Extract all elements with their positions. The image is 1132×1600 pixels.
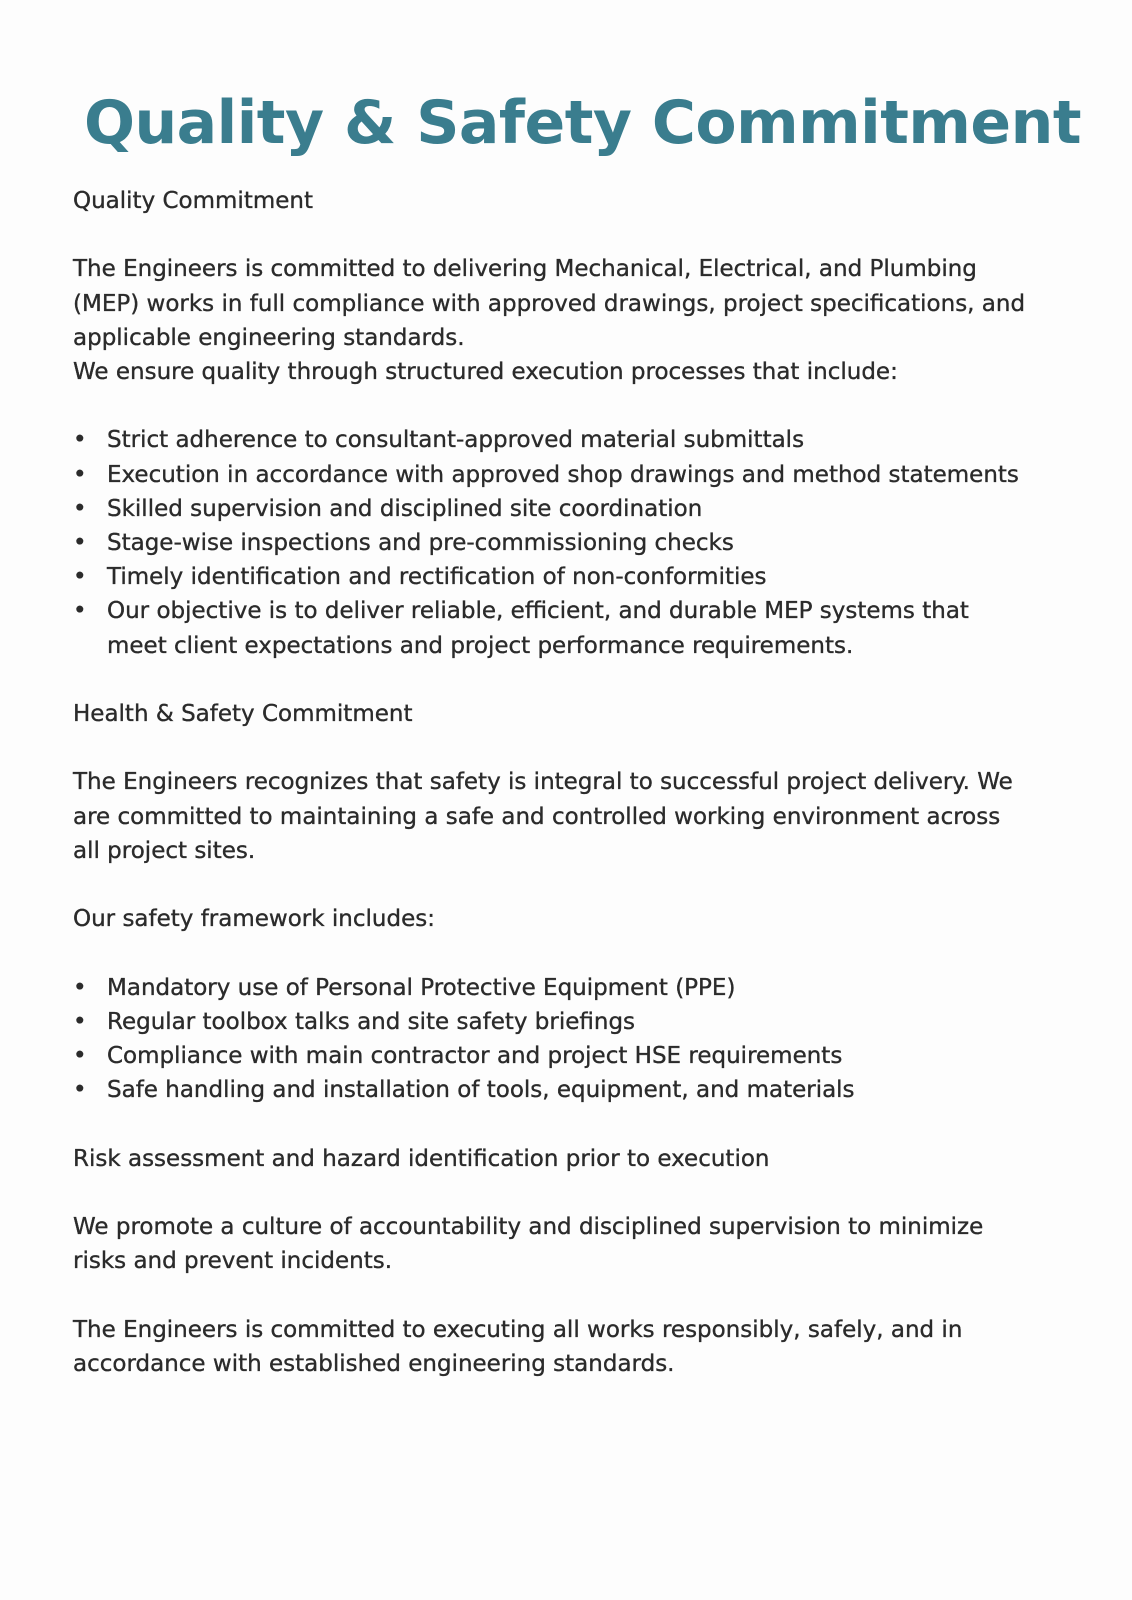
- safety-list: [73, 971, 1032, 1108]
- quality-intro: The Engineers is committed to delivering Mechanical, Electrical, and Plumbing (MEP) works in full compliance with approved drawings, project specifications, and applicable engineering standards.: [73, 256, 1026, 351]
- quality-lead: We ensure quality through structured execution processes that include:: [73, 359, 898, 385]
- list-item: [73, 971, 1032, 1005]
- bullet-icon: •: [73, 974, 87, 1001]
- list-item-text: Regular toolbox talks and site safety briefings: [107, 1008, 636, 1035]
- list-item-text: Skilled supervision and disciplined site coordination: [107, 495, 703, 522]
- safety-intro: The Engineers recognizes that safety is integral to successful project delivery. We are committed to maintaining a safe and controlled working environment across all project sites.: [73, 769, 1013, 864]
- list-item: [73, 1039, 1032, 1073]
- list-item: [73, 526, 1032, 560]
- list-item-text: Mandatory use of Personal Protective Equipment (PPE): [107, 974, 736, 1001]
- risk-statement: Risk assessment and hazard identification prior to execution: [73, 1145, 770, 1172]
- list-item-text: Strict adherence to consultant-approved material submittals: [107, 427, 805, 454]
- safety-heading: Health & Safety Commitment: [73, 701, 413, 727]
- quality-list: [73, 423, 1032, 662]
- list-item-text: Compliance with main contractor and project HSE requirements: [107, 1042, 843, 1069]
- safety-lead: Our safety framework includes:: [73, 906, 435, 933]
- bullet-icon: •: [73, 564, 87, 591]
- list-item-text: Execution in accordance with approved shop drawings and method statements: [107, 461, 1019, 488]
- bullet-icon: •: [73, 1008, 87, 1035]
- quality-heading: Quality Commitment: [73, 188, 313, 214]
- list-item: [73, 1073, 1032, 1107]
- closing-statement: The Engineers is committed to executing all works responsibly, safely, and in accordance with established engineering standards.: [73, 1316, 963, 1377]
- list-item: [73, 594, 1032, 662]
- bullet-icon: •: [73, 598, 87, 625]
- list-item: [73, 560, 1032, 594]
- list-item-text: Timely identification and rectification of non-conformities: [107, 564, 767, 591]
- bullet-icon: •: [73, 495, 87, 522]
- list-item: [73, 1005, 1032, 1039]
- list-item-text: Stage-wise inspections and pre-commissioning checks: [107, 530, 734, 556]
- culture-statement: We promote a culture of accountability and disciplined supervision to minimize risks and prevent incidents.: [73, 1213, 984, 1275]
- bullet-icon: •: [73, 427, 87, 454]
- list-item: [73, 458, 1032, 492]
- bullet-icon: •: [73, 461, 87, 488]
- list-item-text: Safe handling and installation of tools, equipment, and materials: [107, 1077, 855, 1104]
- bullet-icon: •: [73, 1077, 87, 1104]
- document-body: [73, 184, 1032, 1381]
- page-title: Quality & Safety Commitment: [83, 88, 1082, 158]
- list-item-text: Our objective is to deliver reliable, efficient, and durable MEP systems that meet client expectations and project performance requirements.: [107, 598, 969, 659]
- list-item: [73, 423, 1032, 457]
- bullet-icon: •: [73, 530, 87, 556]
- bullet-icon: •: [73, 1042, 87, 1069]
- list-item: [73, 492, 1032, 526]
